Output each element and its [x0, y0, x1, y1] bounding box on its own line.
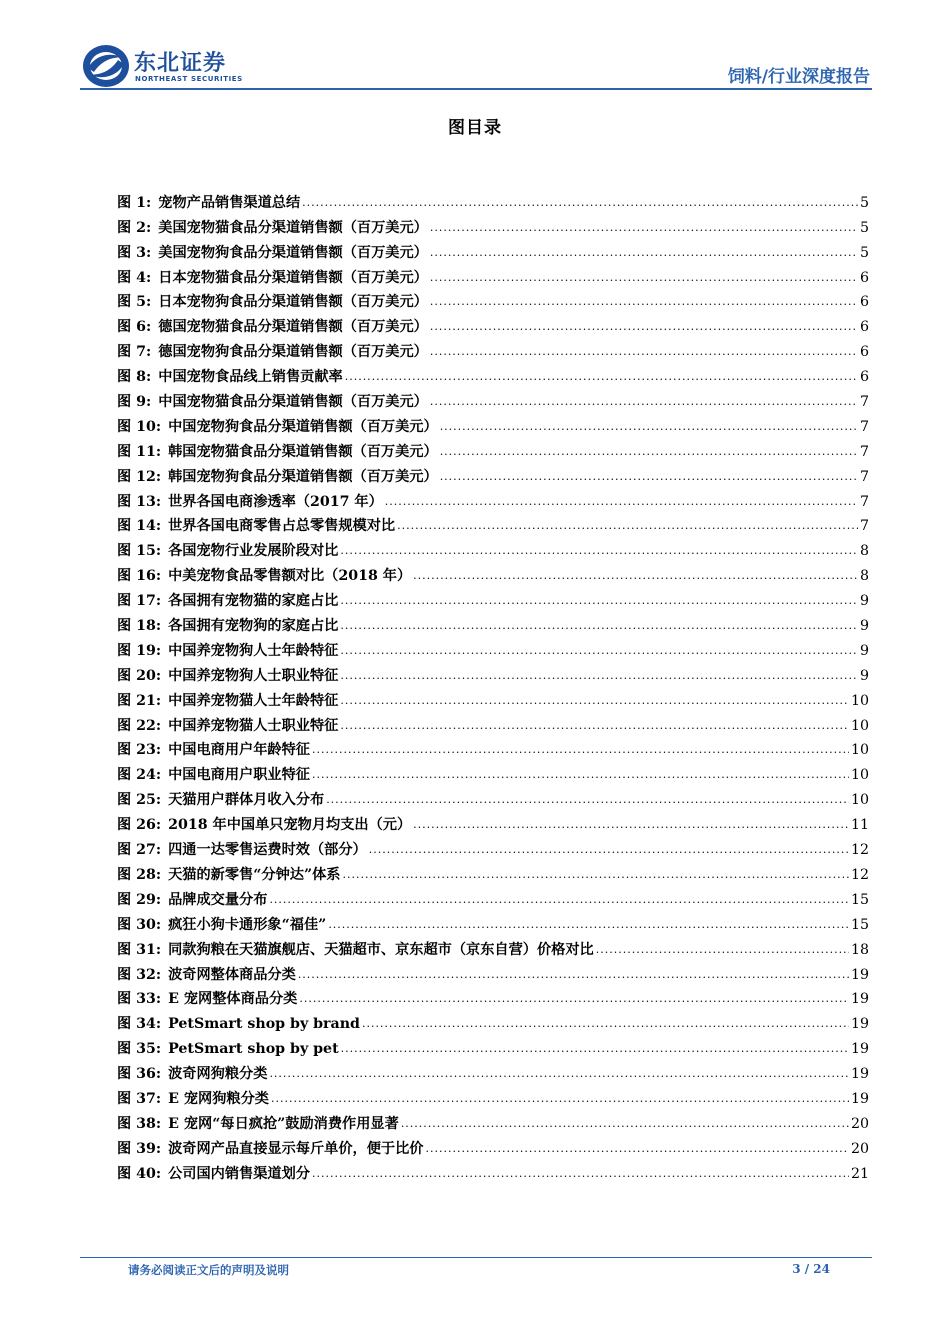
logo-emblem-icon: [82, 44, 130, 88]
toc-leader-dots: [299, 990, 849, 1008]
toc-entry-title: 波奇网产品直接显示每斤单价，便于比价: [168, 1140, 424, 1157]
toc-entry-title: 中国宠物猫食品分渠道销售额（百万美元）: [158, 394, 428, 411]
toc-entry-label: 图 16:: [117, 568, 162, 585]
toc-entry[interactable]: [117, 386, 869, 411]
toc-entry-label: 图 18:: [117, 618, 162, 635]
toc-entry-title: 2018 年中国单只宠物月均支出（元）: [168, 817, 412, 834]
header-divider: [80, 88, 872, 90]
toc-entry[interactable]: [117, 436, 869, 461]
toc-entry-label: 图 8:: [117, 369, 152, 386]
toc-entry-title: 品牌成交量分布: [168, 891, 268, 908]
footer-divider: [80, 1257, 872, 1258]
toc-entry-label: 图 36:: [117, 1066, 162, 1083]
toc-entry-label: 图 4:: [117, 269, 152, 286]
toc-entry-page: 18: [850, 941, 869, 958]
toc-entry[interactable]: [117, 1158, 869, 1183]
toc-entry-page: 19: [850, 1016, 869, 1033]
toc-entry-title: 波奇网狗粮分类: [168, 1066, 268, 1083]
toc-entry-title: 天猫的新零售“分钟达”体系: [168, 866, 341, 883]
toc-leader-dots: [345, 368, 858, 386]
toc-entry-page: 19: [850, 1041, 869, 1058]
toc-entry-title: E 宠网狗粮分类: [168, 1090, 269, 1107]
toc-entry[interactable]: [117, 809, 869, 834]
toc-entry-title: 中国养宠物猫人士职业特征: [168, 717, 339, 734]
toc-entry[interactable]: [117, 1133, 869, 1158]
toc-entry-title: 中国电商用户年龄特征: [168, 742, 310, 759]
toc-leader-dots: [326, 791, 849, 809]
toc-entry[interactable]: [117, 735, 869, 760]
toc-entry-page: 5: [859, 244, 869, 261]
toc-entry[interactable]: [117, 759, 869, 784]
toc-entry-page: 10: [850, 742, 869, 759]
toc-entry[interactable]: [117, 635, 869, 660]
toc-entry-page: 7: [859, 518, 869, 535]
toc-leader-dots: [340, 692, 849, 710]
toc-leader-dots: [385, 493, 858, 511]
toc-leader-dots: [596, 941, 849, 959]
toc-entry-title: 中国养宠物狗人士年龄特征: [168, 642, 339, 659]
toc-entry-page: 9: [859, 667, 869, 684]
toc-entry-title: PetSmart shop by brand: [168, 1016, 360, 1033]
toc-leader-dots: [430, 269, 858, 287]
toc-entry-page: 20: [850, 1140, 869, 1157]
toc-leader-dots: [343, 866, 849, 884]
toc-entry[interactable]: [117, 187, 869, 212]
toc-entry[interactable]: [117, 859, 869, 884]
toc-entry-page: 11: [850, 817, 869, 834]
toc-entry-title: 中国养宠物猫人士年龄特征: [168, 692, 339, 709]
toc-entry-title: 德国宠物猫食品分渠道销售额（百万美元）: [158, 319, 428, 336]
toc-entry[interactable]: [117, 461, 869, 486]
toc-entry-label: 图 22:: [117, 717, 162, 734]
toc-leader-dots: [340, 592, 858, 610]
toc-entry-title: 各国拥有宠物狗的家庭占比: [168, 618, 339, 635]
toc-entry[interactable]: [117, 710, 869, 735]
toc-entry-label: 图 21:: [117, 692, 162, 709]
toc-entry-label: 图 15:: [117, 543, 162, 560]
toc-leader-dots: [413, 816, 849, 834]
toc-leader-dots: [340, 617, 858, 635]
toc-entry[interactable]: [117, 311, 869, 336]
toc-entry[interactable]: [117, 411, 869, 436]
toc-entry-label: 图 31:: [117, 941, 162, 958]
toc-entry-title: 中国电商用户职业特征: [168, 767, 310, 784]
toc-entry[interactable]: [117, 784, 869, 809]
toc-entry-title: 公司国内销售渠道划分: [168, 1165, 310, 1182]
toc-leader-dots: [401, 1115, 849, 1133]
toc-entry-title: 德国宠物狗食品分渠道销售额（百万美元）: [158, 344, 428, 361]
toc-entry[interactable]: [117, 511, 869, 536]
toc-entry[interactable]: [117, 486, 869, 511]
toc-entry-label: 图 3:: [117, 244, 152, 261]
toc-leader-dots: [430, 318, 858, 336]
toc-entry-page: 20: [850, 1115, 869, 1132]
toc-entry-page: 7: [859, 493, 869, 510]
toc-leader-dots: [312, 741, 849, 759]
toc-entry-page: 7: [859, 468, 869, 485]
toc-entry-label: 图 7:: [117, 344, 152, 361]
toc-entry-page: 19: [850, 1090, 869, 1107]
toc-entry-page: 7: [859, 394, 869, 411]
toc-entry-label: 图 24:: [117, 767, 162, 784]
toc-entry-page: 8: [859, 543, 869, 560]
toc-entry-label: 图 27:: [117, 842, 162, 859]
toc-leader-dots: [413, 567, 858, 585]
toc-entry-page: 6: [859, 344, 869, 361]
company-logo: [82, 44, 272, 88]
toc-entry-title: 中国宠物狗食品分渠道销售额（百万美元）: [168, 418, 438, 435]
toc-leader-dots: [430, 219, 858, 237]
toc-entry-page: 19: [850, 1066, 869, 1083]
toc-leader-dots: [426, 1140, 849, 1158]
toc-entry-title: 中国养宠物狗人士职业特征: [168, 667, 339, 684]
toc-entry-label: 图 19:: [117, 642, 162, 659]
toc-entry-page: 15: [850, 891, 869, 908]
toc-entry-label: 图 32:: [117, 966, 162, 983]
toc-leader-dots: [430, 393, 858, 411]
toc-entry[interactable]: [117, 560, 869, 585]
toc-entry[interactable]: [117, 361, 869, 386]
toc-entry[interactable]: [117, 1083, 869, 1108]
toc-leader-dots: [312, 1165, 849, 1183]
logo-text-cn: 东北证券: [134, 51, 227, 76]
toc-entry[interactable]: [117, 535, 869, 560]
toc-leader-dots: [269, 891, 849, 909]
toc-entry-title: 天猫用户群体月收入分布: [168, 792, 325, 809]
toc-entry-page: 19: [850, 991, 869, 1008]
toc-entry[interactable]: [117, 262, 869, 287]
toc-leader-dots: [341, 1040, 849, 1058]
toc-leader-dots: [328, 916, 849, 934]
toc-leader-dots: [340, 717, 849, 735]
toc-entry[interactable]: [117, 1033, 869, 1058]
toc-entry-page: 12: [850, 842, 869, 859]
toc-leader-dots: [440, 468, 858, 486]
toc-entry[interactable]: [117, 287, 869, 312]
toc-entry[interactable]: [117, 934, 869, 959]
toc-leader-dots: [340, 642, 858, 660]
toc-entry-page: 5: [859, 194, 869, 211]
toc-entry-label: 图 11:: [117, 443, 162, 460]
toc-leader-dots: [340, 542, 858, 560]
toc-entry-page: 10: [850, 767, 869, 784]
toc-leader-dots: [430, 244, 858, 262]
toc-entry[interactable]: [117, 660, 869, 685]
toc-entry-label: 图 25:: [117, 792, 162, 809]
toc-entry-label: 图 37:: [117, 1090, 162, 1107]
toc-entry-label: 图 6:: [117, 319, 152, 336]
toc-entry-page: 7: [859, 418, 869, 435]
toc-entry-label: 图 33:: [117, 991, 162, 1008]
report-section-label: 饲料/行业深度报告: [727, 67, 870, 87]
toc-entry-label: 图 28:: [117, 866, 162, 883]
toc-entry[interactable]: [117, 884, 869, 909]
toc-entry-page: 6: [859, 319, 869, 336]
toc-entry[interactable]: [117, 959, 869, 984]
toc-entry-label: 图 38:: [117, 1115, 162, 1132]
toc-leader-dots: [312, 766, 849, 784]
toc-entry-title: 韩国宠物猫食品分渠道销售额（百万美元）: [168, 443, 438, 460]
toc-entry-label: 图 5:: [117, 294, 152, 311]
toc-entry-title: 四通一达零售运费时效（部分）: [168, 842, 367, 859]
toc-entry-label: 图 39:: [117, 1140, 162, 1157]
toc-entry-label: 图 20:: [117, 667, 162, 684]
toc-entry-label: 图 30:: [117, 916, 162, 933]
toc-leader-dots: [298, 966, 849, 984]
logo-text-en: NORTHEAST SECURITIES: [135, 75, 243, 83]
toc-entry-label: 图 2:: [117, 219, 152, 236]
toc-entry-title: 世界各国电商零售占总零售规模对比: [168, 518, 396, 535]
toc-entry-page: 5: [859, 219, 869, 236]
toc-entry-page: 6: [859, 369, 869, 386]
toc-entry-page: 21: [850, 1165, 869, 1182]
toc-entry-label: 图 35:: [117, 1041, 162, 1058]
toc-leader-dots: [271, 1090, 849, 1108]
page-header: [0, 0, 950, 100]
toc-entry[interactable]: [117, 909, 869, 934]
toc-entry[interactable]: [117, 585, 869, 610]
toc-leader-dots: [302, 194, 858, 212]
toc-entry-label: 图 40:: [117, 1165, 162, 1182]
toc-entry-title: 各国拥有宠物猫的家庭占比: [168, 593, 339, 610]
toc-leader-dots: [430, 343, 858, 361]
toc-leader-dots: [340, 667, 858, 685]
toc-leader-dots: [269, 1065, 849, 1083]
toc-entry-page: 9: [859, 642, 869, 659]
toc-entry-title: 疯狂小狗卡通形象“福佳”: [168, 916, 327, 933]
toc-entry-title: 世界各国电商渗透率（2017 年）: [168, 493, 383, 510]
toc-leader-dots: [430, 293, 858, 311]
footer-page-number: 3 / 24: [792, 1262, 830, 1276]
toc-entry[interactable]: [117, 1108, 869, 1133]
toc-entry-page: 15: [850, 916, 869, 933]
toc-entry[interactable]: [117, 610, 869, 635]
toc-entry-page: 10: [850, 792, 869, 809]
toc-entry[interactable]: [117, 834, 869, 859]
toc-entry-title: E 宠网整体商品分类: [168, 991, 298, 1008]
toc-entry[interactable]: [117, 1058, 869, 1083]
toc-leader-dots: [440, 443, 858, 461]
toc-entry-label: 图 10:: [117, 418, 162, 435]
toc-entry-title: PetSmart shop by pet: [168, 1041, 339, 1058]
toc-entry-page: 10: [850, 692, 869, 709]
toc-entry-page: 6: [859, 294, 869, 311]
figure-table-of-contents: [117, 187, 869, 1183]
toc-entry-title: 韩国宠物狗食品分渠道销售额（百万美元）: [168, 468, 438, 485]
footer-disclaimer: 请务必阅读正文后的声明及说明: [128, 1263, 289, 1277]
toc-entry[interactable]: [117, 1008, 869, 1033]
toc-entry-label: 图 29:: [117, 891, 162, 908]
toc-entry[interactable]: [117, 984, 869, 1009]
toc-entry-label: 图 9:: [117, 394, 152, 411]
toc-entry-page: 19: [850, 966, 869, 983]
toc-entry-label: 图 34:: [117, 1016, 162, 1033]
toc-entry-title: 宠物产品销售渠道总结: [158, 194, 301, 211]
toc-entry-label: 图 12:: [117, 468, 162, 485]
toc-entry-title: E 宠网“每日疯抢”鼓励消费作用显著: [168, 1115, 399, 1132]
toc-leader-dots: [362, 1015, 849, 1033]
toc-entry-page: 12: [850, 866, 869, 883]
toc-entry[interactable]: [117, 212, 869, 237]
toc-entry[interactable]: [117, 685, 869, 710]
toc-entry-title: 日本宠物猫食品分渠道销售额（百万美元）: [158, 269, 428, 286]
page-title: 图目录: [448, 118, 502, 138]
toc-entry-label: 图 1:: [117, 194, 152, 211]
toc-entry-label: 图 26:: [117, 817, 162, 834]
toc-entry-label: 图 23:: [117, 742, 162, 759]
toc-leader-dots: [397, 517, 858, 535]
toc-entry-page: 7: [859, 443, 869, 460]
toc-entry-page: 9: [859, 593, 869, 610]
toc-entry[interactable]: [117, 336, 869, 361]
toc-entry-page: 10: [850, 717, 869, 734]
toc-entry-page: 6: [859, 269, 869, 286]
toc-entry-title: 中国宠物食品线上销售贡献率: [158, 369, 343, 386]
toc-leader-dots: [369, 841, 849, 859]
toc-entry-title: 同款狗粮在天猫旗舰店、天猫超市、京东超市（京东自营）价格对比: [168, 941, 594, 958]
toc-entry-label: 图 17:: [117, 593, 162, 610]
toc-entry-label: 图 14:: [117, 518, 162, 535]
toc-entry-label: 图 13:: [117, 493, 162, 510]
toc-entry-title: 中美宠物食品零售额对比（2018 年）: [168, 568, 412, 585]
toc-entry-title: 各国宠物行业发展阶段对比: [168, 543, 339, 560]
toc-entry-title: 日本宠物狗食品分渠道销售额（百万美元）: [158, 294, 428, 311]
toc-entry-page: 9: [859, 618, 869, 635]
toc-entry-title: 美国宠物猫食品分渠道销售额（百万美元）: [158, 219, 428, 236]
toc-entry[interactable]: [117, 237, 869, 262]
toc-entry-title: 波奇网整体商品分类: [168, 966, 296, 983]
toc-entry-page: 8: [859, 568, 869, 585]
toc-entry-title: 美国宠物狗食品分渠道销售额（百万美元）: [158, 244, 428, 261]
toc-leader-dots: [440, 418, 858, 436]
